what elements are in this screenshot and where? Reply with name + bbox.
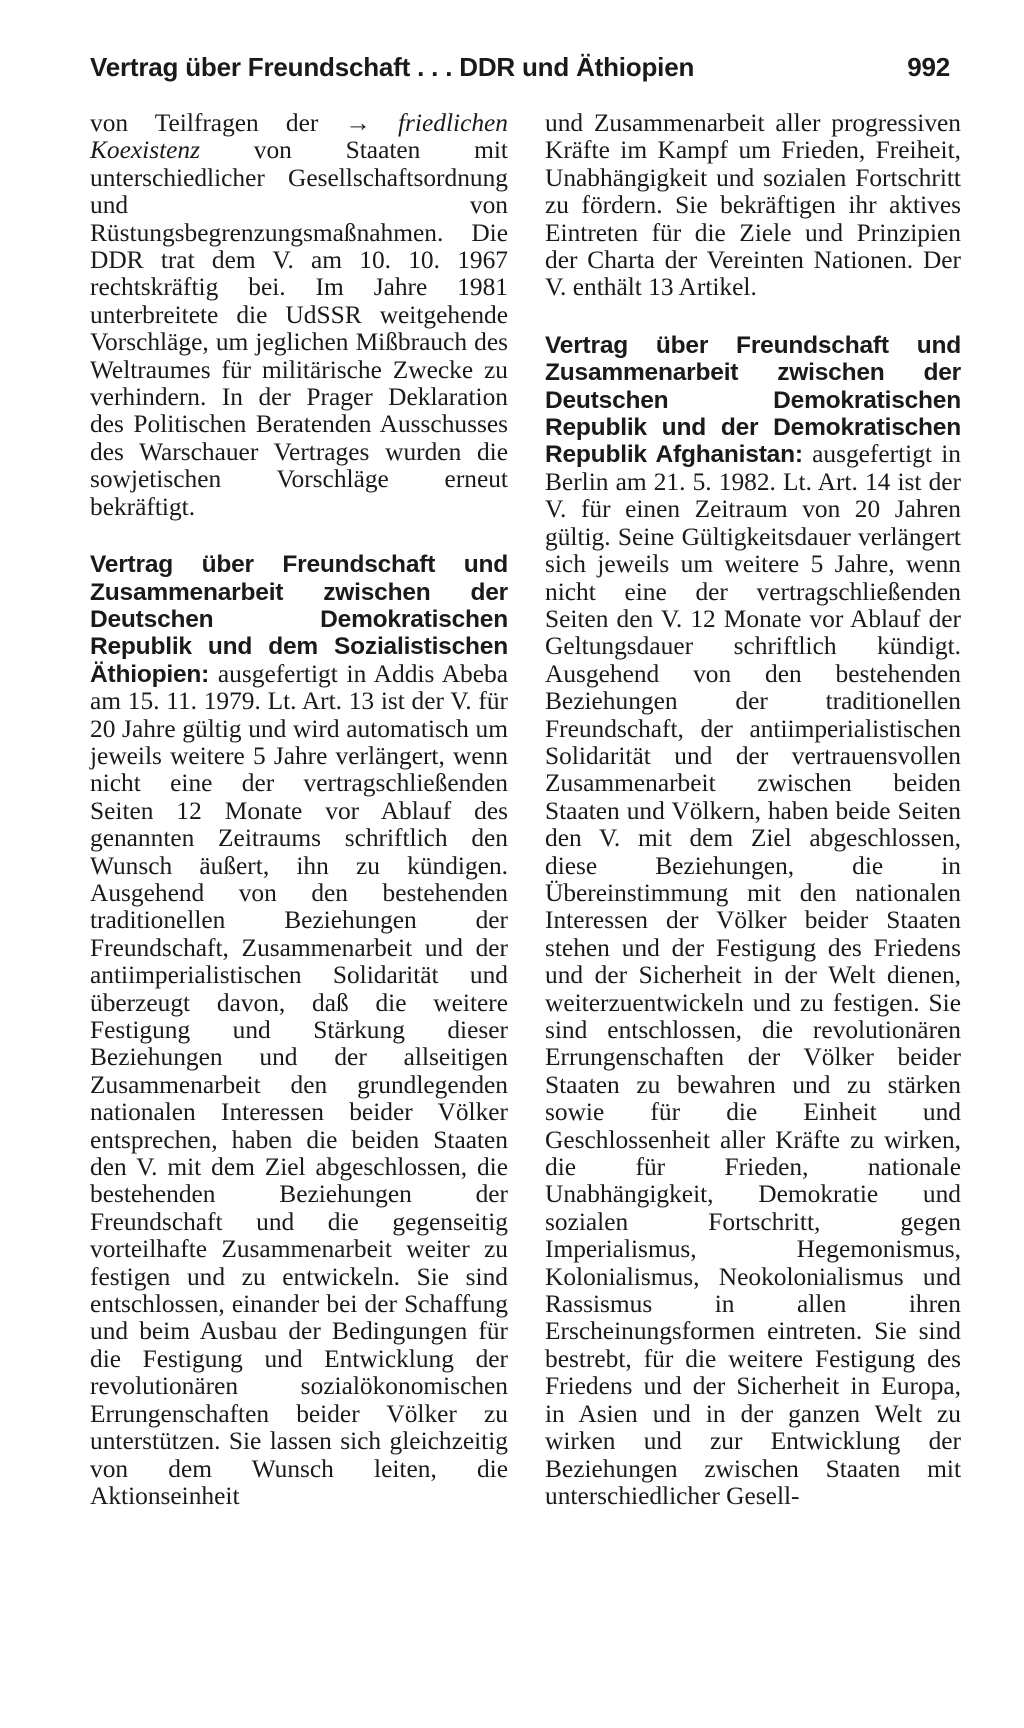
running-head <box>90 52 950 92</box>
dictionary-entry-afghanistan <box>545 332 961 1510</box>
cross-reference-arrow: → <box>345 109 371 137</box>
paragraph-gap <box>90 521 508 551</box>
paragraph-gap <box>545 302 961 332</box>
cross-reference-link[interactable]: friedlichen Koexistenz <box>90 109 508 165</box>
paragraph-text: und Zusammenarbeit aller progressiven Kräfte im Kampf um Frieden, Freiheit, Unabhängigkeit und sozialen Fortschritt zu fördern. Sie bekräftigen ihr aktives Eintreten für die Ziele und Prinzipien der Charta der Vereinten Nationen. Der V. enthält 13 Artikel. <box>545 109 961 302</box>
entry-text: ausgefertigt in Addis Abeba am 15. 11. 1979. Lt. Art. 13 ist der V. für 20 Jahre gültig und wird automatisch um jeweils weitere 5 Jahre verlängert, wenn nicht eine der vertragschließenden Seiten 12 Monate vor Ablauf des genannten Zeitraums schriftlich den Wunsch äußert, ihn zu kündigen. Ausgehend von den bestehenden traditionellen Beziehungen der Freundschaft, Zusammenarbeit und der antiimperialistischen Solidarität und überzeugt davon, daß die weitere Festigung und Stärkung dieser Beziehungen und der allseitigen Zusammenarbeit den grundlegenden nationalen Interessen beider Völker entsprechen, haben die beiden Staaten den V. mit dem Ziel abgeschlossen, die bestehenden Beziehungen der Freundschaft und die gegenseitig vorteilhafte Zusammenarbeit weiter zu festigen und zu entwickeln. Sie sind entschlossen, einander bei der Schaffung und beim Ausbau der Bedingungen für die Festigung und Entwicklung der revolutionären sozialökonomischen Errungenschaften beider Völker zu unterstützen. Sie lassen sich gleichzeitig von dem Wunsch leiten, die Aktionseinheit <box>90 659 508 1510</box>
paragraph-lead: von Teilfragen der <box>90 109 346 137</box>
dictionary-entry-ethiopia <box>90 551 508 1510</box>
page-number: 992 <box>907 52 950 82</box>
continuation-paragraph <box>90 110 508 521</box>
right-column <box>545 110 961 1510</box>
left-column <box>90 110 508 1510</box>
continuation-paragraph <box>545 110 961 302</box>
entry-headword: Vertrag über Freundschaft und Zusammenarbeit zwischen der Deutschen Demokratischen Republik und der Demokratischen Republik Afghanistan: <box>545 331 961 469</box>
running-head-title: Vertrag über Freundschaft . . . DDR und Äthiopien <box>90 52 695 82</box>
entry-headword: Vertrag über Freundschaft und Zusammenarbeit zwischen der Deutschen Demokratischen Republik und dem Sozialistischen Äthiopien: <box>90 551 508 688</box>
entry-text: ausgefertigt in Berlin am 21. 5. 1982. Lt. Art. 14 ist der V. für einen Zeitraum von 20 Jahren gültig. Seine Gültigkeitsdauer verlängert sich jeweils um weitere 5 Jahre, wenn nicht eine der vertragschließenden Seiten den V. 12 Monate vor Ablauf der Geltungsdauer schriftlich kündigt. Ausgehend von den bestehenden Beziehungen der traditionellen Freundschaft, der antiimperialistischen Solidarität und der vertrauensvollen Zusammenarbeit zwischen beiden Staaten und Völkern, haben beide Seiten den V. mit dem Ziel abgeschlossen, diese Beziehungen, die in Übereinstimmung mit den nationalen Interessen der Völker beider Staaten stehen und der Festigung des Friedens und der Sicherheit in der Welt dienen, weiterzuentwickeln und zu festigen. Sie sind entschlossen, die revolutionären Errungenschaften der Völker beider Staaten zu bewahren und zu stärken sowie für die Einheit und Geschlossenheit aller Kräfte zu wirken, die für Frieden, nationale Unabhängigkeit, Demokratie und sozialen Fortschritt, gegen Imperialismus, Hegemonismus, Kolonialismus, Neokolonialismus und Rassismus in allen ihren Erscheinungsformen eintreten. Sie sind bestrebt, für die weitere Festigung des Friedens und der Sicherheit in Europa, in Asien und in der ganzen Welt zu wirken und zur Entwicklung der Beziehungen zwischen Staaten mit unterschiedlicher Gesell- <box>545 440 961 1510</box>
paragraph-text: von Staaten mit unterschiedlicher Gesellschaftsordnung und von Rüstungsbegrenzungsmaßnahmen. Die DDR trat dem V. am 10. 10. 1967 rechtskräftig bei. Im Jahre 1981 unterbreitete die UdSSR weitgehende Vorschläge, um jeglichen Mißbrauch des Weltraumes für militärische Zwecke zu verhindern. In der Prager Deklaration des Politischen Beratenden Ausschusses des Warschauer Vertrages wurden die sowjetischen Vorschläge erneut bekräftigt. <box>90 136 508 521</box>
